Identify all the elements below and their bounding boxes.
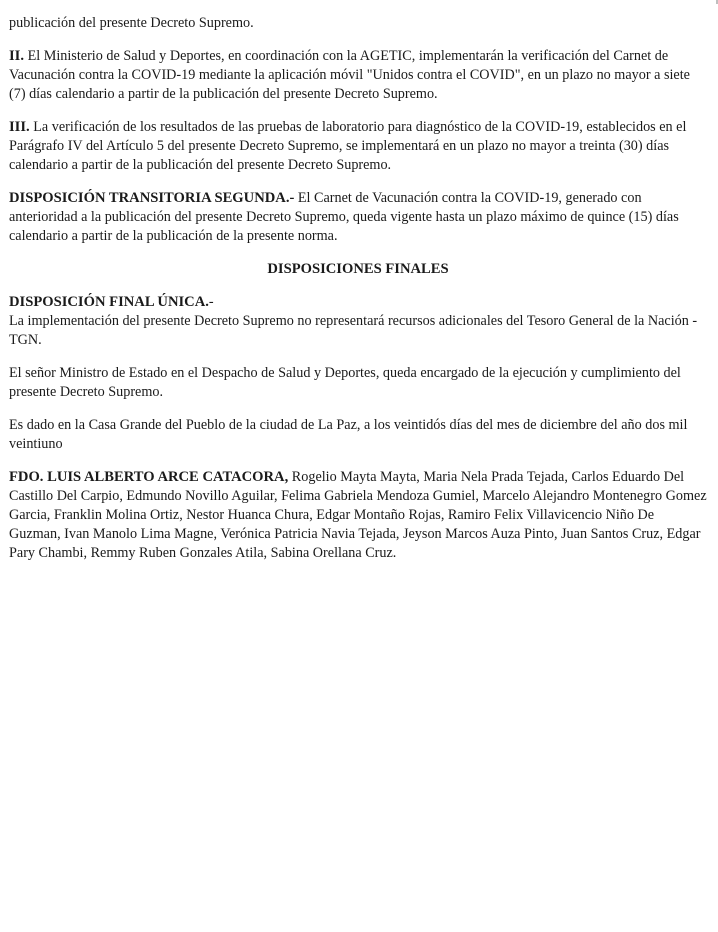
disposicion-transitoria-segunda	[9, 189, 707, 246]
paragraph-iii-text: La verificación de los resultados de las pruebas de laboratorio para diagnóstico de la COVID-19, establecidos en el Parágrafo IV del Artículo 5 del presente Decreto Supremo, se implementará en un plazo no mayor a treinta (30) días calendario a partir de la publicación del presente Decreto Supremo.	[9, 119, 687, 173]
transitoria-label: DISPOSICIÓN TRANSITORIA SEGUNDA.-	[9, 190, 295, 206]
paragraph-ii-label: II.	[9, 48, 25, 64]
final-unica-text: La implementación del presente Decreto Supremo no representará recursos adicionales del Tesoro General de la Nación - TGN.	[9, 313, 698, 348]
paragraph-ministro: El señor Ministro de Estado en el Despacho de Salud y Deportes, queda encargado de la ejecución y cumplimiento del presente Decreto Supremo.	[9, 365, 681, 400]
paragraph-continuation	[9, 14, 707, 33]
document-page	[9, 14, 707, 563]
paragraph-dado: Es dado en la Casa Grande del Pueblo de la ciudad de La Paz, a los veintidós días del mes de diciembre del año dos mil veintiuno	[9, 417, 688, 452]
signatures	[9, 468, 707, 563]
final-unica-label: DISPOSICIÓN FINAL ÚNICA.	[9, 294, 209, 310]
heading-disposiciones-finales: DISPOSICIONES FINALES	[267, 261, 449, 277]
paragraph-ii-text: El Ministerio de Salud y Deportes, en coordinación con la AGETIC, implementarán la verificación del Carnet de Vacunación contra la COVID-19 mediante la aplicación móvil "Unidos contra el COVID", en un plazo no mayor a siete (7) días calendario a partir de la publicación del presente Decreto Supremo.	[9, 48, 690, 102]
paragraph-iii	[9, 118, 707, 175]
paragraph-ii	[9, 47, 707, 104]
final-unica-heading	[9, 293, 707, 312]
final-unica-suffix: -	[208, 294, 214, 310]
signatures-label: FDO. LUIS ALBERTO ARCE CATACORA,	[9, 469, 289, 485]
continuation-text: publicación del presente Decreto Supremo.	[9, 15, 254, 31]
transitoria-text: El Carnet de Vacunación contra la COVID-19, generado con anterioridad a la publicación del presente Decreto Supremo, queda vigente hasta un plazo máximo de quince (15) días calendario a partir de la publicación de la presente norma.	[9, 190, 679, 244]
signatures-names: Rogelio Mayta Mayta, Maria Nela Prada Tejada, Carlos Eduardo Del Castillo Del Carpio, Edmundo Novillo Aguilar, Felima Gabriela Mendoza Gumiel, Marcelo Alejandro Montenegro Gomez Garcia, Franklin Molina Ortiz, Nestor Huanca Chura, Edgar Montaño Rojas, Ramiro Felix Villavicencio Niño De Guzman, Ivan Manolo Lima Magne, Verónica Patricia Navia Tejada, Jeyson Marcos Auza Pinto, Juan Santos Cruz, Edgar Pary Chambi, Remmy Ruben Gonzales Atila, Sabina Orellana Cruz.	[9, 469, 707, 561]
paragraph-iii-label: III.	[9, 119, 30, 135]
